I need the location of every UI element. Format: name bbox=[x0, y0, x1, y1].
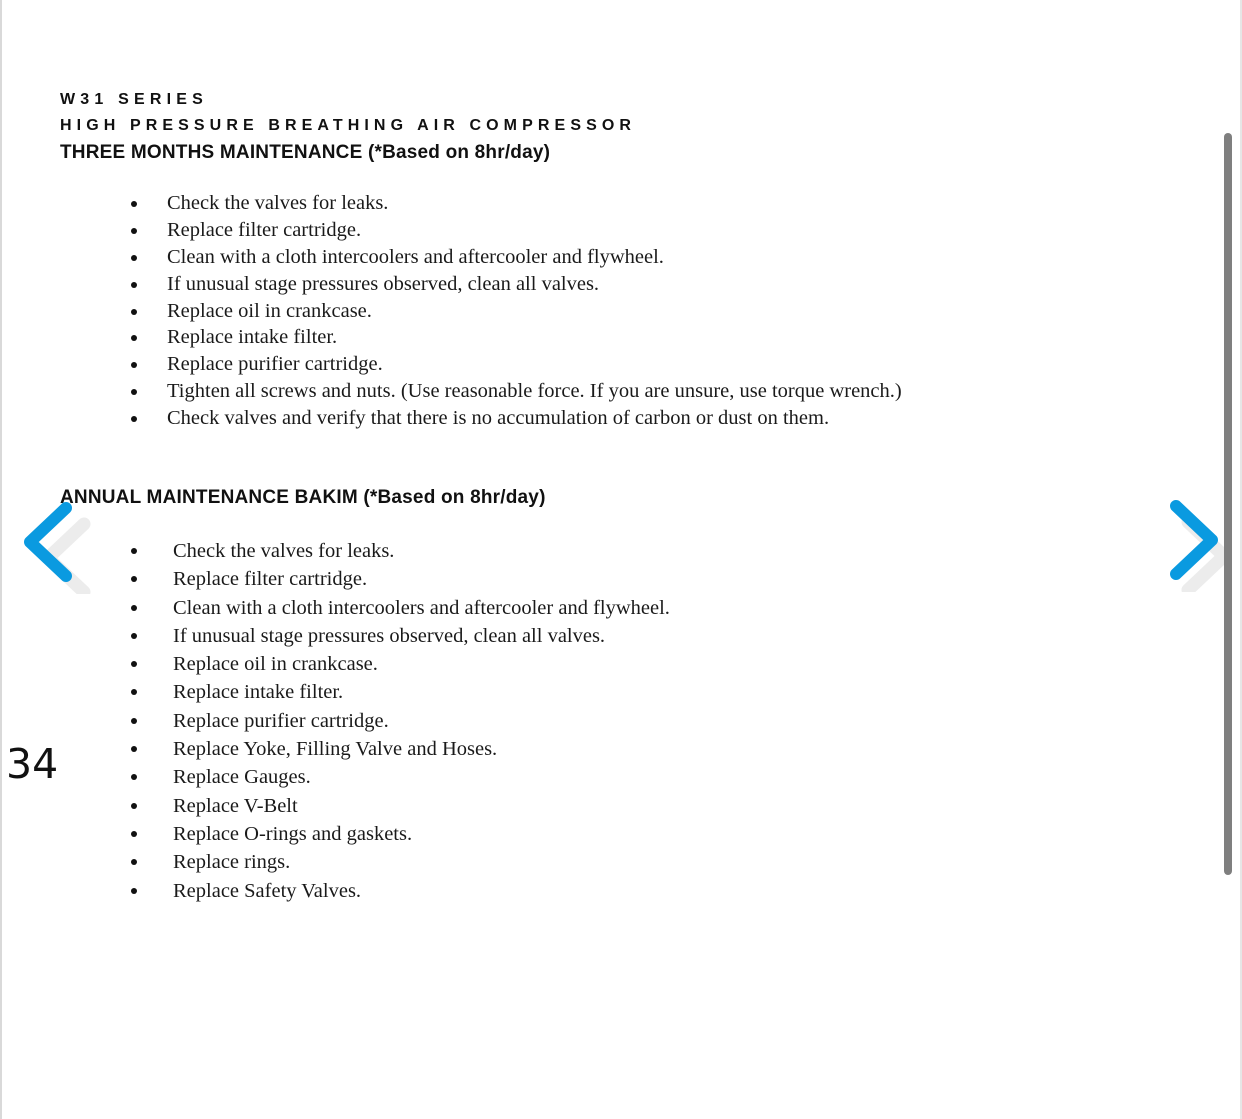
list-item: Replace intake filter. bbox=[167, 324, 902, 351]
list-item: Replace oil in crankcase. bbox=[167, 298, 902, 325]
bullet-icon bbox=[131, 605, 137, 611]
bullet-icon bbox=[131, 831, 137, 837]
product-title: HIGH PRESSURE BREATHING AIR COMPRESSOR bbox=[60, 117, 637, 134]
bullet-icon bbox=[131, 689, 137, 695]
list-item: Replace rings. bbox=[173, 848, 670, 876]
bullet-icon bbox=[131, 576, 137, 582]
three-months-heading: THREE MONTHS MAINTENANCE (*Based on 8hr/day) bbox=[60, 142, 551, 163]
list-item: Clean with a cloth intercoolers and aftercooler and flywheel. bbox=[167, 244, 902, 271]
bullet-icon bbox=[131, 803, 137, 809]
chevron-left-icon bbox=[16, 494, 96, 594]
list-item: Clean with a cloth intercoolers and aftercooler and flywheel. bbox=[173, 594, 670, 622]
annual-heading: ANNUAL MAINTENANCE BAKIM (*Based on 8hr/day) bbox=[60, 487, 546, 508]
list-item: Replace V-Belt bbox=[173, 792, 670, 820]
bullet-icon bbox=[131, 201, 137, 207]
list-item: If unusual stage pressures observed, clean all valves. bbox=[173, 622, 670, 650]
bullet-icon bbox=[131, 746, 137, 752]
list-item: Check the valves for leaks. bbox=[173, 537, 670, 565]
bullet-icon bbox=[131, 255, 137, 261]
bullet-icon bbox=[131, 309, 137, 315]
list-item: Replace Safety Valves. bbox=[173, 877, 670, 905]
list-item: Replace filter cartridge. bbox=[173, 565, 670, 593]
list-item: Replace filter cartridge. bbox=[167, 217, 902, 244]
list-item: Replace oil in crankcase. bbox=[173, 650, 670, 678]
previous-page-button[interactable] bbox=[16, 494, 96, 594]
annual-task-list bbox=[173, 537, 670, 905]
vertical-scrollbar[interactable] bbox=[1224, 133, 1232, 875]
bullet-icon bbox=[131, 859, 137, 865]
page-number: 34 bbox=[6, 740, 59, 788]
bullet-icon bbox=[131, 228, 137, 234]
list-item: Check the valves for leaks. bbox=[167, 190, 902, 217]
list-item: Replace Yoke, Filling Valve and Hoses. bbox=[173, 735, 670, 763]
bullet-icon bbox=[131, 774, 137, 780]
bullet-icon bbox=[131, 888, 137, 894]
bullet-icon bbox=[131, 633, 137, 639]
series-title: W31 SERIES bbox=[60, 91, 209, 108]
bullet-icon bbox=[131, 548, 137, 554]
bullet-icon bbox=[131, 362, 137, 368]
list-item: Replace Gauges. bbox=[173, 763, 670, 791]
bullet-icon bbox=[131, 282, 137, 288]
bullet-icon bbox=[131, 718, 137, 724]
bullet-icon bbox=[131, 661, 137, 667]
list-item: Replace O-rings and gaskets. bbox=[173, 820, 670, 848]
bullet-icon bbox=[131, 335, 137, 341]
list-item: Replace purifier cartridge. bbox=[173, 707, 670, 735]
list-item: Check valves and verify that there is no accumulation of carbon or dust on them. bbox=[167, 405, 902, 432]
list-item: Replace purifier cartridge. bbox=[167, 351, 902, 378]
list-item: Replace intake filter. bbox=[173, 678, 670, 706]
list-item: If unusual stage pressures observed, clean all valves. bbox=[167, 271, 902, 298]
list-item: Tighten all screws and nuts. (Use reasonable force. If you are unsure, use torque wrench.) bbox=[167, 378, 902, 405]
three-months-task-list bbox=[167, 190, 902, 432]
bullet-icon bbox=[131, 416, 137, 422]
bullet-icon bbox=[131, 389, 137, 395]
